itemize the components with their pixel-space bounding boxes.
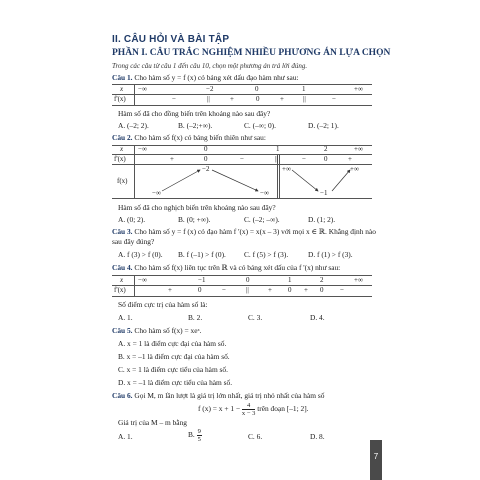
q1-x-val: −∞ [138,85,147,93]
q1-sign-table [112,84,372,106]
q3-text-cont: sau đây đúng? [112,237,155,246]
q1-fp-head: f'(x) [114,95,126,103]
q2-fp-val: 0 [204,155,208,163]
q3-option-c: C. f (5) > f (3). [244,250,289,259]
q2-fp-val: − [302,155,306,163]
q6-stem [112,391,324,400]
q4-text: Cho hàm số f(x) liên tục trên ℝ và có bảng xét dấu của f '(x) như sau: [134,263,341,272]
q1-x-val: 0 [255,85,259,93]
q6-option-b-fraction [197,428,202,443]
q2-f-val: −1 [320,189,328,197]
q3-label: Câu 3. [112,227,133,236]
q2-fp-val: || [275,155,278,163]
q4-x-head: x [120,276,124,284]
q4-stem [112,263,340,272]
part-title: PHẦN I. CÂU TRẮC NGHIỆM NHIỀU PHƯƠNG ÁN LỰA CHỌN [112,48,391,58]
q6-formula [198,402,309,417]
q2-x-head: x [120,145,124,153]
q5-option-b: B. x = –1 là điểm cực đại của hàm số. [118,352,230,361]
q4-x-val: +∞ [354,276,363,284]
q4-option-a: A. 1. [118,313,133,322]
q5-stem [112,326,201,335]
q6-option-c: C. 6. [248,432,263,441]
q4-x-val: −∞ [138,276,147,284]
q2-x-val: 2 [324,145,328,153]
q5-text: Cho hàm số f(x) = xeˣ. [134,326,202,335]
q2-fp-val: 0 [324,155,328,163]
q1-option-c: C. (–∞; 0). [244,121,276,130]
q2-variation-table [112,145,372,199]
q4-x-val: −1 [198,276,206,284]
q6-option-b-numerator: 9 [197,428,201,435]
q1-fp-val: || [207,95,210,103]
q1-option-d: D. (–2; 1). [308,121,339,130]
q1-option-b: B. (–2;+∞). [178,121,213,130]
q1-option-a: A. (–2; 2). [118,121,149,130]
q2-fp-val: + [348,155,352,163]
q1-question: Hàm số đã cho đồng biến trên khoảng nào sau đây? [118,109,271,118]
q1-x-head: x [120,85,124,93]
q6-text: Gọi M, m lần lượt là giá trị lớn nhất, giá trị nhỏ nhất của hàm số [134,391,325,400]
q6-option-b-label: B. [188,430,195,440]
q1-x-val: +∞ [354,85,363,93]
q4-sign-table [112,275,372,297]
q4-option-c: C. 3. [248,313,263,322]
q2-option-c: C. (–2; –∞). [244,215,280,224]
section-title: II. CÂU HỎI VÀ BÀI TẬP [112,34,230,45]
q3-option-d: D. f (1) > f (3). [308,250,353,259]
intro-text: Trong các câu từ câu 1 đến câu 10, chọn một phương án trả lời đúng. [112,62,308,70]
q4-x-val: 0 [246,276,250,284]
q4-fp-val: || [246,286,249,294]
q5-option-a: A. x = 1 là điểm cực đại của hàm số. [118,339,227,348]
q6-option-b [188,428,202,443]
q2-option-a: A. (0; 2). [118,215,146,224]
q1-x-val: 1 [302,85,306,93]
q2-variation-arrows [112,145,372,199]
q4-question: Số điểm cực trị của hàm số là: [118,300,208,309]
q5-option-c: C. x = 1 là điểm cực tiểu của hàm số. [118,365,228,374]
q2-x-val: +∞ [354,145,363,153]
q2-fp-val: − [240,155,244,163]
q2-f-val: −∞ [152,189,161,197]
q6-option-b-denominator: 5 [197,436,201,443]
q3-text: Cho hàm số y = f (x) có đạo hàm f '(x) = x(x – 3) với mọi x ∈ ℝ. Khẳng định nào [134,227,376,236]
q4-x-val: 2 [320,276,324,284]
q4-label: Câu 4. [112,263,133,272]
q4-fp-val: 0 [320,286,324,294]
q2-stem [112,133,266,142]
q1-fp-val: + [280,95,284,103]
q4-fp-val: + [268,286,272,294]
q2-fp-head: f'(x) [114,155,126,163]
q6-option-a: A. 1. [118,432,133,441]
q6-formula-denominator: x − 3 [241,410,256,417]
q2-option-d: D. (1; 2). [308,215,336,224]
page-number: 7 [373,452,379,461]
q5-option-d: D. x = –1 là điểm cực tiểu của hàm số. [118,378,233,387]
q4-x-val: 1 [288,276,292,284]
q1-text: Cho hàm số y = f (x) có bảng xét dấu đạo hàm như sau: [134,73,299,82]
q1-fp-val: − [172,95,176,103]
q2-option-b: B. (0; +∞). [178,215,211,224]
q1-x-val: −2 [206,85,214,93]
q3-stem [112,227,376,236]
q6-label: Câu 6. [112,391,133,400]
q2-fp-val: + [170,155,174,163]
q4-option-b: B. 2. [188,313,203,322]
q2-x-val: 1 [276,145,280,153]
q1-fp-val: || [303,95,306,103]
q4-fp-head: f'(x) [114,286,126,294]
q4-fp-val: − [340,286,344,294]
q1-label: Câu 1. [112,73,133,82]
q2-question: Hàm số đã cho nghịch biến trên khoảng nào sau đây? [118,203,276,212]
q1-fp-val: 0 [256,95,260,103]
q2-text: Cho hàm số f(x) có bảng biến thiên như sau: [134,133,266,142]
q1-fp-val: − [332,95,336,103]
q2-f-val: +∞ [350,165,359,173]
q3-option-a: A. f (3) > f (0). [118,250,163,259]
q6-formula-fraction [242,402,255,417]
q2-label: Câu 2. [112,133,133,142]
q2-f-val: −∞ [260,189,269,197]
q2-f-val: −2 [202,165,210,173]
q4-fp-val: + [304,286,308,294]
q4-option-d: D. 4. [310,313,325,322]
q2-f-val: +∞ [282,165,291,173]
q4-fp-val: 0 [288,286,292,294]
q2-x-val: 0 [204,145,208,153]
q1-fp-val: + [230,95,234,103]
q1-stem [112,73,299,82]
q6-formula-right: trên đoạn [–1; 2]. [257,404,309,414]
q2-f-head: f(x) [117,177,128,185]
q6-option-d: D. 8. [310,432,325,441]
q5-label: Câu 5. [112,326,133,335]
q2-x-val: −∞ [138,145,147,153]
q6-question: Giá trị của M – m bằng [118,418,187,427]
q6-formula-left: f (x) = x + 1 − [198,404,241,414]
q3-option-b: B. f (–1) > f (0). [178,250,226,259]
q4-fp-val: 0 [198,286,202,294]
q6-formula-numerator: 4 [242,402,255,410]
q4-fp-val: + [168,286,172,294]
q4-fp-val: − [222,286,226,294]
